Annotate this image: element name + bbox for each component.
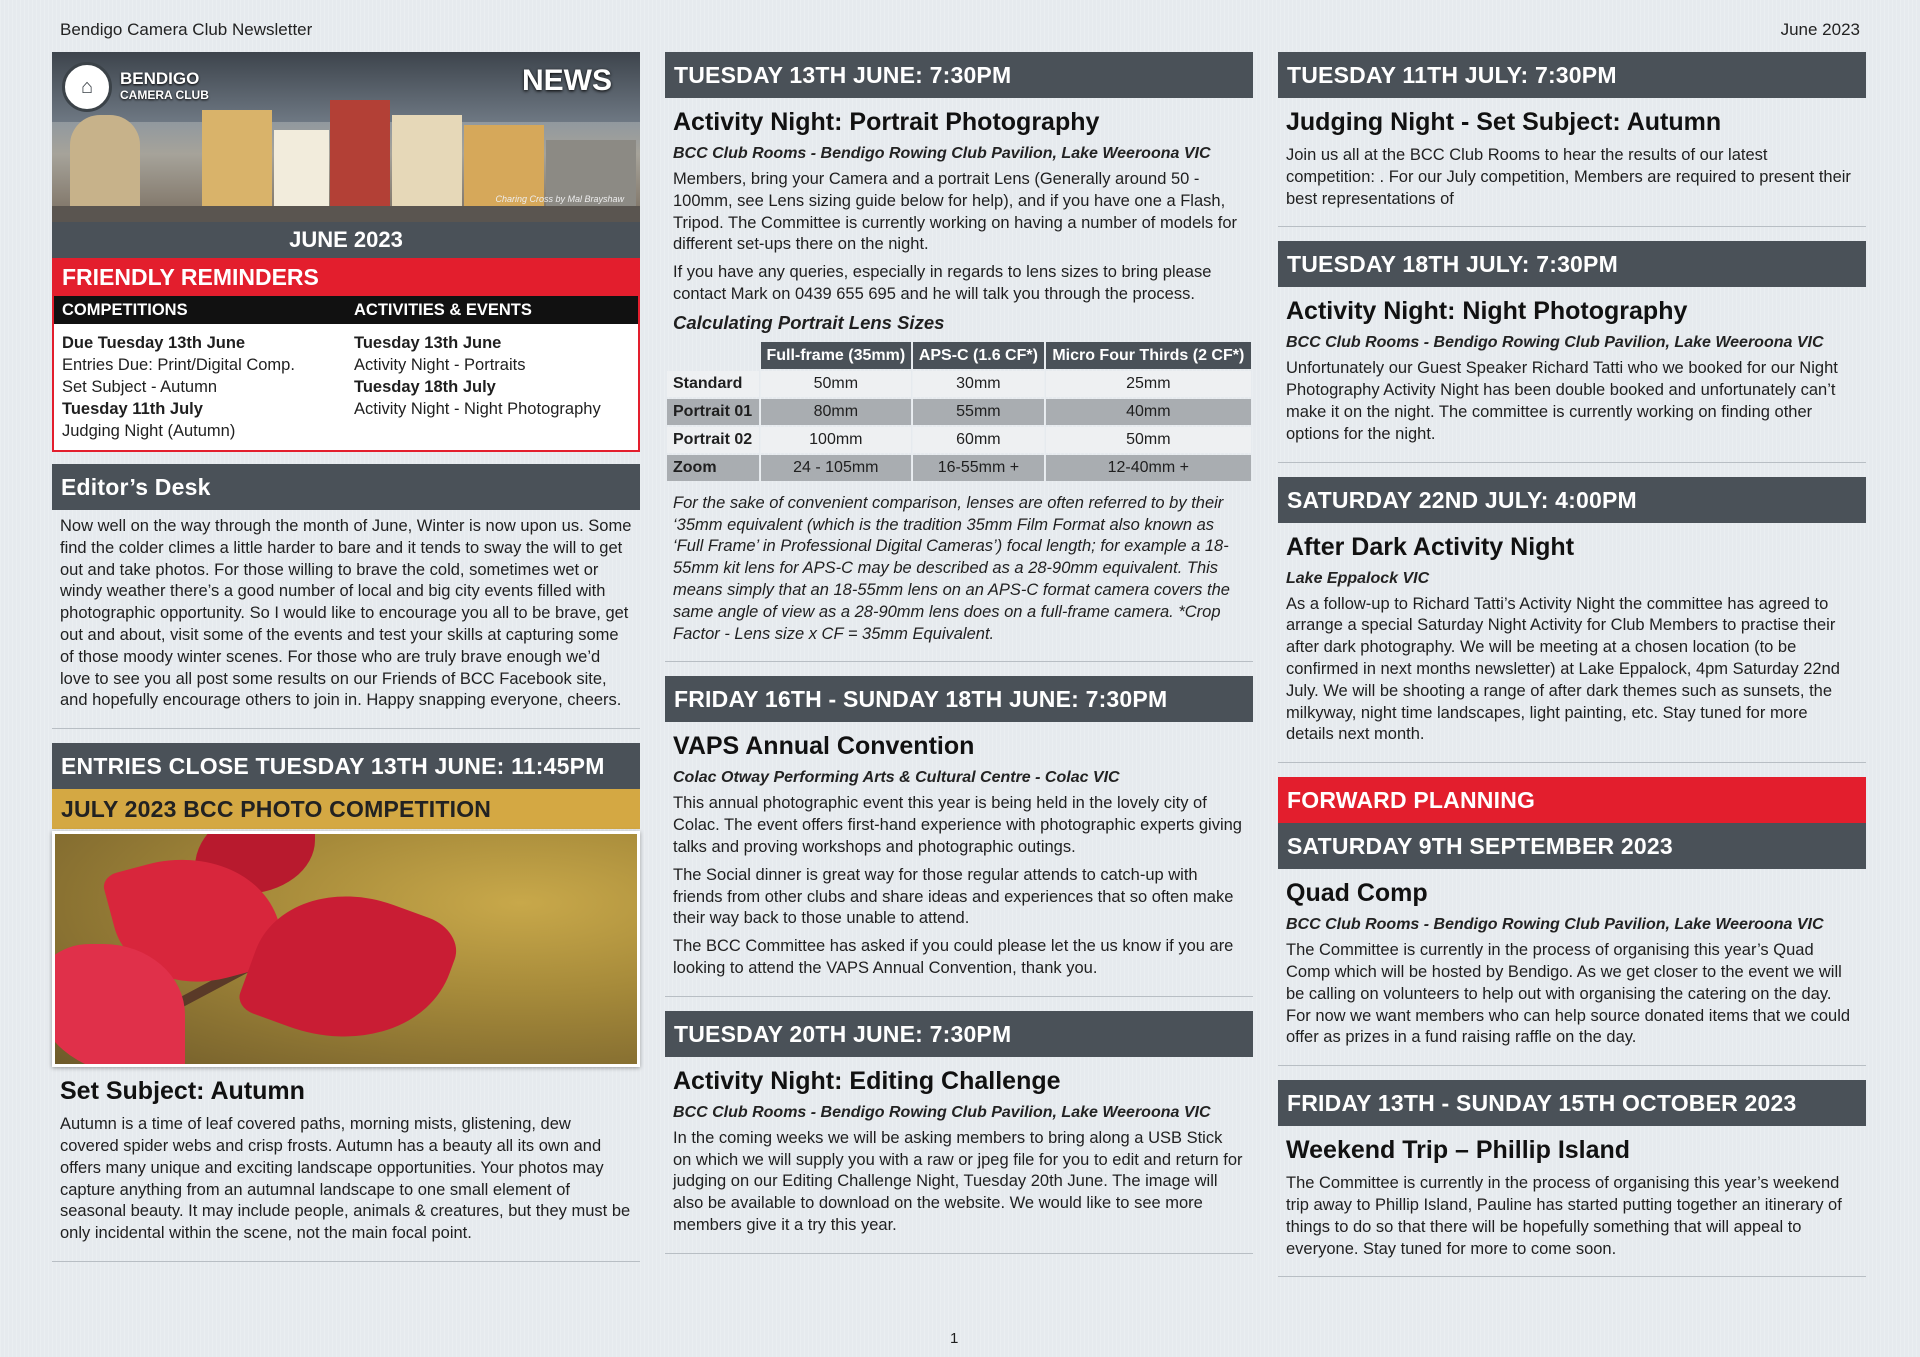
forward-planning-bar: FORWARD PLANNING bbox=[1278, 777, 1866, 823]
event-date-bar: SATURDAY 22ND JULY: 4:00PM bbox=[1278, 477, 1866, 523]
event-title: Weekend Trip – Phillip Island bbox=[1286, 1136, 1631, 1165]
club-logo bbox=[62, 62, 209, 112]
column-header: APS-C (1.6 CF*) bbox=[913, 342, 1044, 369]
reminder-date: Due Tuesday 13th June bbox=[62, 334, 246, 352]
editors-desk bbox=[52, 464, 640, 729]
event-location: BCC Club Rooms - Bendigo Rowing Club Pavilion, Lake Weeroona VIC bbox=[1286, 334, 1824, 352]
reminder-text: Activity Night - Portraits bbox=[354, 356, 526, 374]
event-paragraph: Members, bring your Camera and a portrait Lens (Generally around 50 - 100mm, see Lens sizing guide below for help), and if you have one a Flash, Tripod. The Committee is currently working on having a number of models for different set-ups there on the night. bbox=[673, 170, 1237, 254]
activities-header: ACTIVITIES & EVENTS bbox=[354, 301, 532, 319]
friendly-reminders bbox=[52, 258, 640, 452]
row-label: Portrait 02 bbox=[667, 427, 759, 453]
reminder-text: Set Subject - Autumn bbox=[62, 378, 218, 396]
event-location: Lake Eppalock VIC bbox=[1286, 569, 1430, 587]
event-night-photography bbox=[1278, 241, 1866, 462]
lens-note: For the sake of convenient comparison, lenses are often referred to by their ‘35mm equivalent (which is the tradition 35mm Film Format also known as ‘Full Frame’ in Professional Digital Cameras’) focal length; for example a 18-55mm kit lens for APS-C may be described as a 28-90mm equivalent. This means simply that an 18-55mm lens on an APS-C format camera covers the same angle of view as a 28-90mm lens does on a full-frame camera. *Crop Factor - Lens size x CF = 35mm Equivalent. bbox=[673, 493, 1230, 643]
table-cell: 80mm bbox=[761, 399, 912, 425]
event-judging bbox=[1278, 52, 1866, 227]
set-subject-body: Autumn is a time of leaf covered paths, morning mists, glistening, dew covered spider webs and crisp frosts. Autumn has a beauty all its own and offers many unique and exciting landscape opportunities. Your photos may capture anything from an autumnal landscape to one small element of seasonal beauty. It may include people, animals & creatures, but they must be only incidental within the scene, not the main focal point. bbox=[60, 1115, 631, 1243]
table-cell: 60mm bbox=[913, 427, 1044, 453]
row-label: Standard bbox=[667, 371, 759, 397]
competition-section bbox=[52, 743, 640, 1262]
row-label: Portrait 01 bbox=[667, 399, 759, 425]
issue-month: JUNE 2023 bbox=[52, 222, 640, 258]
table-row bbox=[667, 371, 1251, 397]
event-editing bbox=[665, 1011, 1253, 1254]
reminder-text: Activity Night - Night Photography bbox=[354, 400, 601, 418]
lens-table-title: Calculating Portrait Lens Sizes bbox=[673, 311, 945, 333]
column-header: Micro Four Thirds (2 CF*) bbox=[1046, 342, 1251, 369]
reminder-text: Entries Due: Print/Digital Comp. bbox=[62, 356, 295, 374]
column-right bbox=[1278, 52, 1866, 1291]
set-subject-title: Set Subject: Autumn bbox=[60, 1077, 305, 1106]
table-row bbox=[667, 399, 1251, 425]
entries-close-bar: ENTRIES CLOSE TUESDAY 13TH JUNE: 11:45PM bbox=[52, 743, 640, 789]
event-date-bar: TUESDAY 13TH JUNE: 7:30PM bbox=[665, 52, 1253, 98]
table-cell: 50mm bbox=[1046, 427, 1251, 453]
event-paragraph: The BCC Committee has asked if you could please let the us know if you are looking to attend the VAPS Annual Convention, thank you. bbox=[673, 937, 1234, 977]
page-number: 1 bbox=[950, 1330, 959, 1347]
table-cell: 50mm bbox=[761, 371, 912, 397]
event-date-bar: TUESDAY 18TH JULY: 7:30PM bbox=[1278, 241, 1866, 287]
table-cell: 16-55mm + bbox=[913, 455, 1044, 481]
table-cell: 55mm bbox=[913, 399, 1044, 425]
event-location: BCC Club Rooms - Bendigo Rowing Club Pavilion, Lake Weeroona VIC bbox=[1286, 916, 1824, 934]
event-paragraph: Join us all at the BCC Club Rooms to hear the results of our latest competition: . For our July competition, Members are required to present their best representations of bbox=[1286, 146, 1851, 208]
lens-size-table bbox=[665, 340, 1253, 483]
event-title: VAPS Annual Convention bbox=[673, 732, 975, 761]
logo-text-line1: BENDIGO bbox=[120, 69, 200, 88]
event-title: Activity Night: Night Photography bbox=[1286, 297, 1688, 326]
event-date-bar: FRIDAY 13TH - SUNDAY 15TH OCTOBER 2023 bbox=[1278, 1080, 1866, 1126]
competition-title-bar: JULY 2023 BCC PHOTO COMPETITION bbox=[52, 789, 640, 829]
competitions-header: COMPETITIONS bbox=[62, 301, 188, 319]
table-cell: 100mm bbox=[761, 427, 912, 453]
reminder-text: Judging Night (Autumn) bbox=[62, 422, 236, 440]
event-phillip-island bbox=[1278, 1080, 1866, 1277]
row-label: Zoom bbox=[667, 455, 759, 481]
event-date-bar: TUESDAY 11TH JULY: 7:30PM bbox=[1278, 52, 1866, 98]
event-paragraph: Unfortunately our Guest Speaker Richard Tatti who we booked for our Night Photography Activity Night has been double booked and unfortunately can’t make it on the night. The committee is currently working on finding other options for the night. bbox=[1286, 359, 1838, 443]
event-date-bar: FRIDAY 16TH - SUNDAY 18TH JUNE: 7:30PM bbox=[665, 676, 1253, 722]
event-paragraph: The Committee is currently in the process of organising this year’s Quad Comp which will be hosted by Bendigo. As we get closer to the event we will be calling on volunteers to help out with organising the catering on the day. For now we want members who can help source donated items that we could offer as prizes in a fund raising raffle on the day. bbox=[1286, 941, 1851, 1047]
forward-planning bbox=[1278, 777, 1866, 1066]
event-portrait bbox=[665, 52, 1253, 662]
event-paragraph: If you have any queries, especially in regards to lens sizes to bring please contact Mark on 0439 655 695 and he will talk you through the process. bbox=[673, 263, 1212, 303]
table-cell: 24 - 105mm bbox=[761, 455, 912, 481]
table-row bbox=[667, 455, 1251, 481]
editors-desk-title: Editor’s Desk bbox=[52, 464, 640, 510]
reminder-date: Tuesday 11th July bbox=[62, 400, 203, 418]
table-cell: 30mm bbox=[913, 371, 1044, 397]
column-left bbox=[52, 52, 640, 1276]
event-location: Colac Otway Performing Arts & Cultural Centre - Colac VIC bbox=[673, 769, 1120, 787]
event-after-dark bbox=[1278, 477, 1866, 764]
camera-club-icon: ⌂ bbox=[62, 62, 112, 112]
column-middle bbox=[665, 52, 1253, 1268]
event-title: Activity Night: Editing Challenge bbox=[673, 1066, 1061, 1095]
news-label: NEWS bbox=[522, 64, 612, 97]
autumn-leaves-photo bbox=[52, 831, 640, 1067]
table-row bbox=[667, 427, 1251, 453]
reminder-date: Tuesday 18th July bbox=[354, 378, 496, 396]
table-cell: 25mm bbox=[1046, 371, 1251, 397]
column-header: Full-frame (35mm) bbox=[761, 342, 912, 369]
event-date-bar: SATURDAY 9TH SEPTEMBER 2023 bbox=[1278, 823, 1866, 869]
reminder-date: Tuesday 13th June bbox=[354, 334, 502, 352]
event-vaps bbox=[665, 676, 1253, 996]
header-banner bbox=[52, 52, 640, 222]
event-title: Activity Night: Portrait Photography bbox=[673, 108, 1100, 136]
newsletter-date: June 2023 bbox=[1780, 20, 1860, 39]
reminders-title: FRIENDLY REMINDERS bbox=[54, 258, 638, 296]
event-paragraph: In the coming weeks we will be asking members to bring along a USB Stick on which we will supply you with a raw or jpeg file for you to edit and return for judging on our Editing Challenge Night, Tuesday 20th June. The image will also be available to download on the website. We would like to see more members give it a try this year. bbox=[673, 1128, 1243, 1234]
event-location: BCC Club Rooms - Bendigo Rowing Club Pavilion, Lake Weeroona VIC bbox=[673, 145, 1211, 162]
event-title: Quad Comp bbox=[1286, 879, 1428, 908]
event-paragraph: The Social dinner is great way for those regular attends to catch-up with friends from other clubs and share ideas and experiences that so often make their way back to those unable to attend. bbox=[673, 865, 1234, 928]
event-title: Judging Night - Set Subject: Autumn bbox=[1286, 108, 1722, 136]
event-title: After Dark Activity Night bbox=[1286, 532, 1575, 561]
photo-credit: Charing Cross by Mal Brayshaw bbox=[495, 194, 624, 204]
editors-desk-body: Now well on the way through the month of June, Winter is now upon us. Some find the colder climes a little harder to bare and it tends to sway the will to get out and take photos. For those willing to brave the cold, sometimes wet or windy weather there’s a good number of local and big city events filled with photographic opportunity. So I would like to encourage you all to be brave, get out and about, visit some of the events and test your skills at capturing some of those moody winter scenes. For those who are truly brave enough we’d love to see you all post some results on our Friends of BCC Facebook site, and hopefully encourage others to join in. Happy snapping everyone, cheers. bbox=[60, 517, 632, 710]
newsletter-title: Bendigo Camera Club Newsletter bbox=[60, 20, 313, 39]
table-cell: 12-40mm + bbox=[1046, 455, 1251, 481]
event-date-bar: TUESDAY 20TH JUNE: 7:30PM bbox=[665, 1011, 1253, 1057]
logo-text-line2: CAMERA CLUB bbox=[120, 88, 209, 102]
event-location: BCC Club Rooms - Bendigo Rowing Club Pavilion, Lake Weeroona VIC bbox=[673, 1103, 1211, 1121]
table-cell: 40mm bbox=[1046, 399, 1251, 425]
event-paragraph: As a follow-up to Richard Tatti’s Activity Night the committee has agreed to arrange a special Saturday Night Activity for Club Members to practise their after dark photography. We will be meeting at a chosen location (to be confirmed in next months newsletter) at Lake Eppalock, 4pm Saturday 22nd July. We will be shooting a range of after dark themes such as sunsets, the milkyway, night time landscapes, light painting, etc. Stay tuned for more details next month. bbox=[1286, 594, 1840, 744]
event-paragraph: The Committee is currently in the process of organising this year’s weekend trip away to Phillip Island, Pauline has started putting together an itinerary of things to do so that there will be hopefully something that will appeal to everyone. Stay tuned for more to come soon. bbox=[1286, 1174, 1842, 1258]
event-paragraph: This annual photographic event this year is being held in the lovely city of Colac. The event offers first-hand experience with photographic experts giving talks and proving workshops and photographic outings. bbox=[673, 794, 1242, 856]
